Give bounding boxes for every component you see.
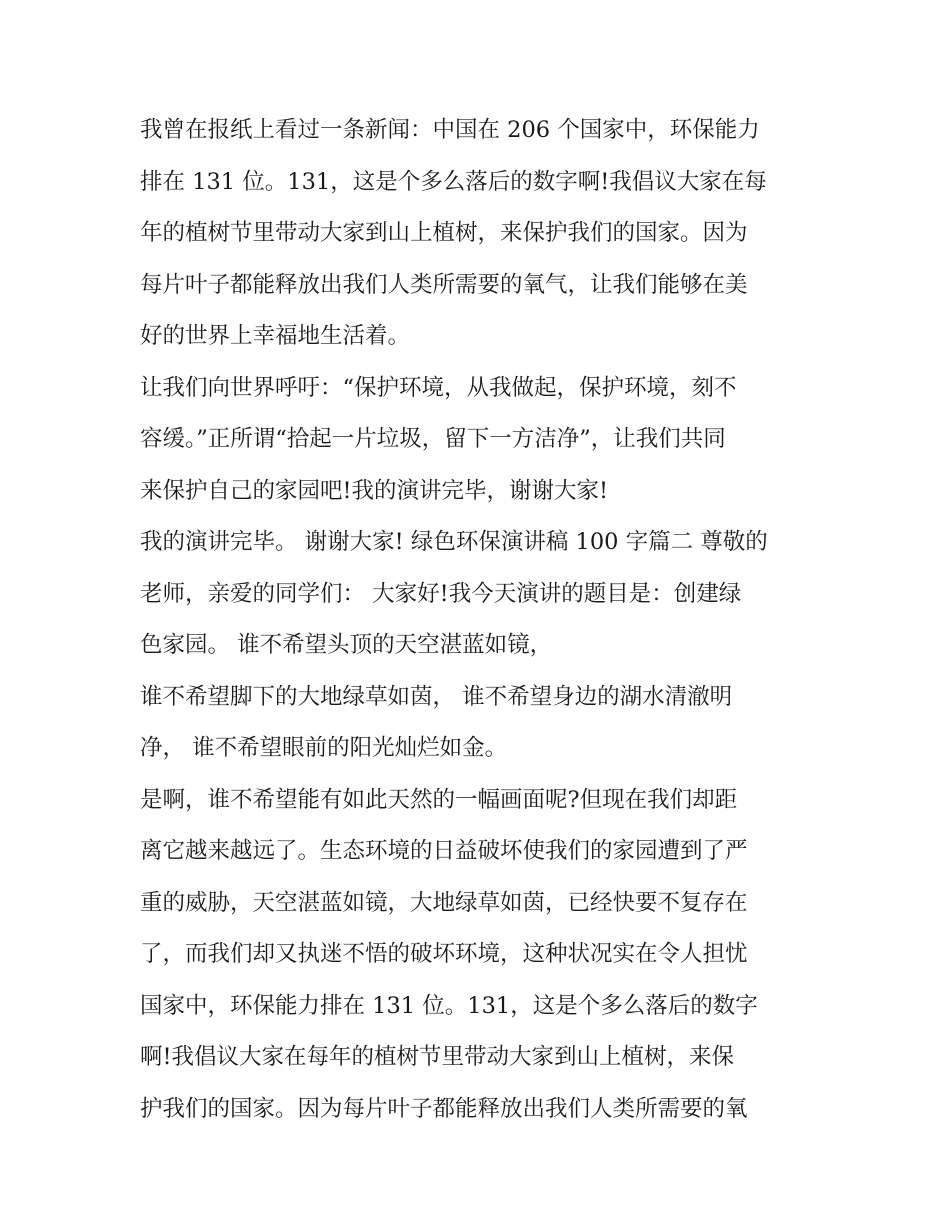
- text-line: 重的威胁，天空湛蓝如镜，大地绿草如茵，已经快要不复存在: [140, 889, 748, 916]
- text-line: 是啊，谁不希望能有如此天然的一幅画面呢?但现在我们却距: [140, 786, 738, 813]
- text-line: 净， 谁不希望眼前的阳光灿烂如金。: [140, 735, 508, 761]
- body-text: [140, 105, 830, 1135]
- text-line: 年的植树节里带动大家到山上植树，来保护我们的国家。因为: [140, 220, 748, 246]
- text-line: 护我们的国家。因为每片叶子都能释放出我们人类所需要的氧: [140, 1095, 748, 1122]
- text-line: 排在 131 位。131，这是个多么落后的数字啊!我倡议大家在每: [140, 168, 767, 195]
- text-line: 我的演讲完毕。 谢谢大家! 绿色环保演讲稿 100 字篇二 尊敬的: [140, 529, 768, 555]
- text-line: 离它越来越远了。生态环境的日益破坏使我们的家园遭到了严: [140, 838, 748, 864]
- text-line: 让我们向世界呼吁：“保护环境，从我做起，保护环境，刻不: [140, 374, 737, 401]
- text-line: 国家中，环保能力排在 131 位。131，这是个多么落后的数字: [140, 992, 758, 1019]
- text-line: 好的世界上幸福地生活着。: [140, 323, 411, 349]
- text-line: 容缓。”正所谓“拾起一片垃圾，留下一方洁净”，让我们共同: [140, 426, 726, 452]
- text-line: 色家园。 谁不希望头顶的天空湛蓝如镜，: [140, 632, 553, 658]
- text-line: 谁不希望脚下的大地绿草如茵， 谁不希望身边的湖水清澈明: [140, 683, 733, 710]
- text-line: 老师，亲爱的同学们： 大家好!我今天演讲的题目是：创建绿: [140, 580, 742, 607]
- text-line: 啊!我倡议大家在每年的植树节里带动大家到山上植树，来保: [140, 1044, 735, 1070]
- text-line: 来保护自己的家园吧!我的演讲完毕，谢谢大家!: [140, 477, 609, 504]
- text-line: 每片叶子都能释放出我们人类所需要的氧气，让我们能够在美: [140, 271, 748, 298]
- text-line: 了，而我们却又执迷不悟的破坏环境，这种状况实在令人担忧: [140, 941, 748, 967]
- text-line: 我曾在报纸上看过一条新闻：中国在 206 个国家中，环保能力: [140, 117, 760, 143]
